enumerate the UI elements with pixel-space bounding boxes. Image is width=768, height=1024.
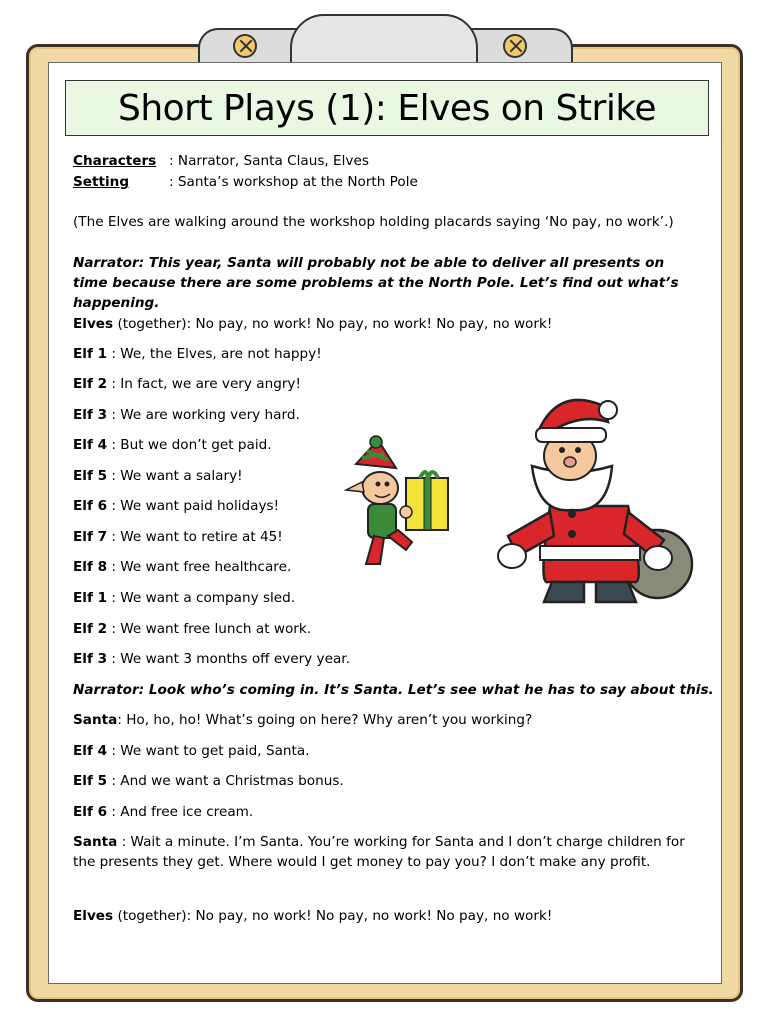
speaker-label: Elf 3 <box>73 407 108 423</box>
closing-line <box>73 906 552 926</box>
speaker-label: Elf 6 <box>73 804 108 820</box>
line-text: : We want free healthcare. <box>107 559 292 575</box>
page-title: Short Plays (1): Elves on Strike <box>117 87 657 129</box>
speaker-label: Santa <box>73 712 118 728</box>
speaker-label: Elf 2 <box>73 621 108 637</box>
screw-icon <box>503 34 527 58</box>
speaker-label: Elf 2 <box>73 376 108 392</box>
line-text: (together): No pay, no work! No pay, no work! No pay, no work! <box>113 908 553 924</box>
line-text: : We want 3 months off every year. <box>107 651 350 667</box>
speaker-label: Elf 7 <box>73 529 108 545</box>
line-text: : We, the Elves, are not happy! <box>107 346 322 362</box>
line-text: : And we want a Christmas bonus. <box>107 773 344 789</box>
narrator-text: : Look who’s coming in. It’s Santa. Let’s see what he has to say about this. <box>138 682 714 698</box>
characters-label: Characters <box>73 153 157 169</box>
narrator-speaker: Narrator <box>73 682 139 698</box>
speaker-label: Elf 1 <box>73 590 108 606</box>
line-text: : Ho, ho, ho! What’s going on here? Why aren’t you working? <box>117 712 533 728</box>
line-text: : We want free lunch at work. <box>107 621 312 637</box>
dialogue-line <box>73 741 310 761</box>
screw-icon <box>233 34 257 58</box>
dialogue-line <box>73 405 300 425</box>
dialogue-line <box>73 557 291 577</box>
dialogue-line <box>73 619 311 639</box>
speaker-label: Elf 4 <box>73 743 108 759</box>
speaker-label: Elf 1 <box>73 346 108 362</box>
dialogue-line <box>73 710 532 730</box>
dialogue-line <box>73 466 243 486</box>
narrator-line-1 <box>73 253 693 313</box>
stage-direction: (The Elves are walking around the workshop holding placards saying ‘No pay, no work’.) <box>73 214 674 230</box>
dialogue-line <box>73 314 552 334</box>
santa-long-line <box>73 832 693 872</box>
dialogue-line <box>73 374 301 394</box>
dialogue-line <box>73 649 350 669</box>
line-text: : And free ice cream. <box>107 804 254 820</box>
speaker-label: Elf 4 <box>73 437 108 453</box>
narrator-line-2 <box>73 680 714 700</box>
setting-line <box>73 172 418 192</box>
elf-illustration <box>340 434 460 574</box>
dialogue-line <box>73 344 322 364</box>
speaker-label: Elf 5 <box>73 773 108 789</box>
speaker-label: Elf 5 <box>73 468 108 484</box>
line-text: : Wait a minute. I’m Santa. You’re working for Santa and I don’t charge children for the presents they get. Where would I get money to pay you? I don’t make any profit. <box>73 834 685 870</box>
setting-label: Setting <box>73 174 130 190</box>
line-text: : We want a company sled. <box>107 590 296 606</box>
line-text: : We are working very hard. <box>107 407 300 423</box>
characters-line <box>73 151 369 171</box>
line-text: : But we don’t get paid. <box>107 437 272 453</box>
speaker-label: Elf 3 <box>73 651 108 667</box>
line-text: : We want to retire at 45! <box>107 529 283 545</box>
line-text: : We want a salary! <box>107 468 243 484</box>
speaker-label: Elf 8 <box>73 559 108 575</box>
line-text: : We want to get paid, Santa. <box>107 743 310 759</box>
characters-value: : Narrator, Santa Claus, Elves <box>169 153 369 169</box>
line-text: : In fact, we are very angry! <box>107 376 301 392</box>
setting-value: : Santa’s workshop at the North Pole <box>169 174 418 190</box>
speaker-label: Santa <box>73 834 118 850</box>
dialogue-line <box>73 496 279 516</box>
santa-illustration <box>488 386 700 616</box>
dialogue-line <box>73 802 253 822</box>
dialogue-line <box>73 435 272 455</box>
speaker-label: Elves <box>73 908 114 924</box>
title-box <box>65 80 709 136</box>
narrator-speaker: Narrator <box>73 255 139 271</box>
dialogue-line <box>73 588 295 608</box>
line-text: (together): No pay, no work! No pay, no work! No pay, no work! <box>113 316 553 332</box>
line-text: : We want paid holidays! <box>107 498 280 514</box>
speaker-label: Elf 6 <box>73 498 108 514</box>
speaker-label: Elves <box>73 316 114 332</box>
dialogue-line <box>73 771 344 791</box>
dialogue-line <box>73 527 283 547</box>
narrator-text: : This year, Santa will probably not be able to deliver all presents on time because there are some problems at the North Pole. Let’s find out what’s happening. <box>73 255 679 311</box>
